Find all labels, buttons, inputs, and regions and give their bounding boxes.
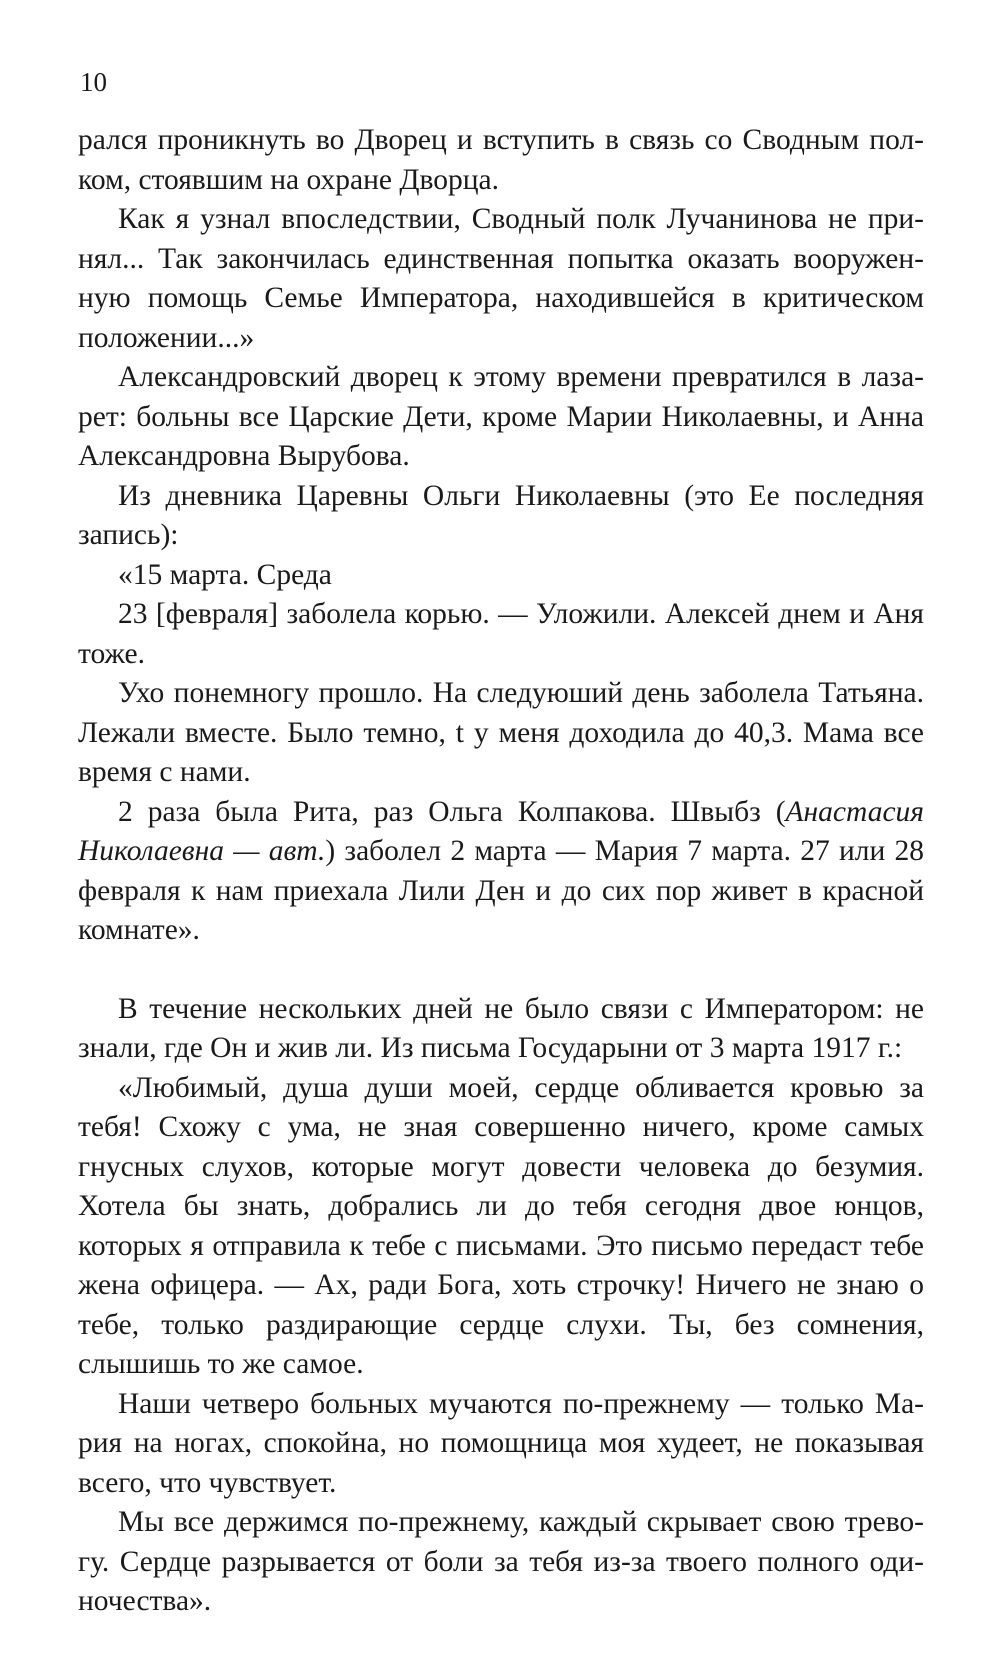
paragraph-letter-sick: Наши четверо больных мучаются по-прежнему — только Мария на ногах, спокойна, но помощница моя худеет, не показывая всего, что чувствует. xyxy=(78,1387,924,1499)
paragraph-diary-intro: Из дневника Царевны Ольги Николаевны (это Ее последняя запись): xyxy=(78,479,924,551)
paragraph-no-contact: В течение нескольких дней не было связи с Императором: не знали, где Он и жив ли. Из письма Государыни от 3 марта 1917 г.: xyxy=(78,992,924,1064)
body-text xyxy=(78,121,924,1622)
paragraph-diary-rita xyxy=(78,793,924,951)
paragraph-palace-infirmary: Александровский дворец к этому времени превратился в лазарет: больны все Царские Дети, кроме Марии Николаевны, и Анна Александровна Вырубова. xyxy=(78,361,924,472)
paragraph-diary-date: «15 марта. Среда xyxy=(118,558,332,591)
paragraph-letter-start: «Любимый, душа души моей, сердце обливается кровью за тебя! Схожу с ума, не зная совершенно ничего, кроме самых гнусных слухов, которые могут довести человека до безумия. Хотела бы знать, добрались ли до тебя сегодня двое юнцов, которых я отправила к тебе с письмами. Это письмо передаст тебе жена офицера. — Ах, ради Бога, хоть строчку! Ничего не знаю о тебе, только раздирающие сердце слухи. Ты, без сомнения, слышишь то же самое. xyxy=(78,1071,924,1380)
rita-text-italic: Анастасия Николаевна — авт. xyxy=(78,795,924,867)
rita-text-before: 2 раза была Рита, раз Ольга Колпакова. Швыбз ( xyxy=(118,795,786,828)
paragraph-diary-measles: 23 [февраля] заболела корью. — Уложили. Алексей днем и Аня тоже. xyxy=(78,598,924,670)
rita-text-after: ) заболел 2 марта — Мария 7 марта. 27 или 28 февраля к нам приехала Лили Ден и до сих пор живет в красной комнате». xyxy=(78,835,925,946)
paragraph-luchaninov: Как я узнал впоследствии, Сводный полк Лучанинова не принял... Так закончилась единственная попытка оказать вооруженную помощь Семье Императора, находившейся в критическом положении...» xyxy=(78,203,924,354)
paragraph-diary-tatiana: Ухо понемногу прошло. На следуюший день заболела Татьяна. Лежали вместе. Было темно, t у меня доходила до 40,3. Мама все время с нами. xyxy=(78,677,924,788)
page-number: 10 xyxy=(80,67,107,97)
paragraph-continuation: рался проникнуть во Дворец и вступить в связь со Сводным полком, стоявшим на охране Дворца. xyxy=(78,124,924,196)
paragraph-letter-end: Мы все держимся по-прежнему, каждый скрывает свою тревогу. Сердце разрывается от боли за тебя из-за твоего полного одиночества». xyxy=(78,1506,924,1617)
